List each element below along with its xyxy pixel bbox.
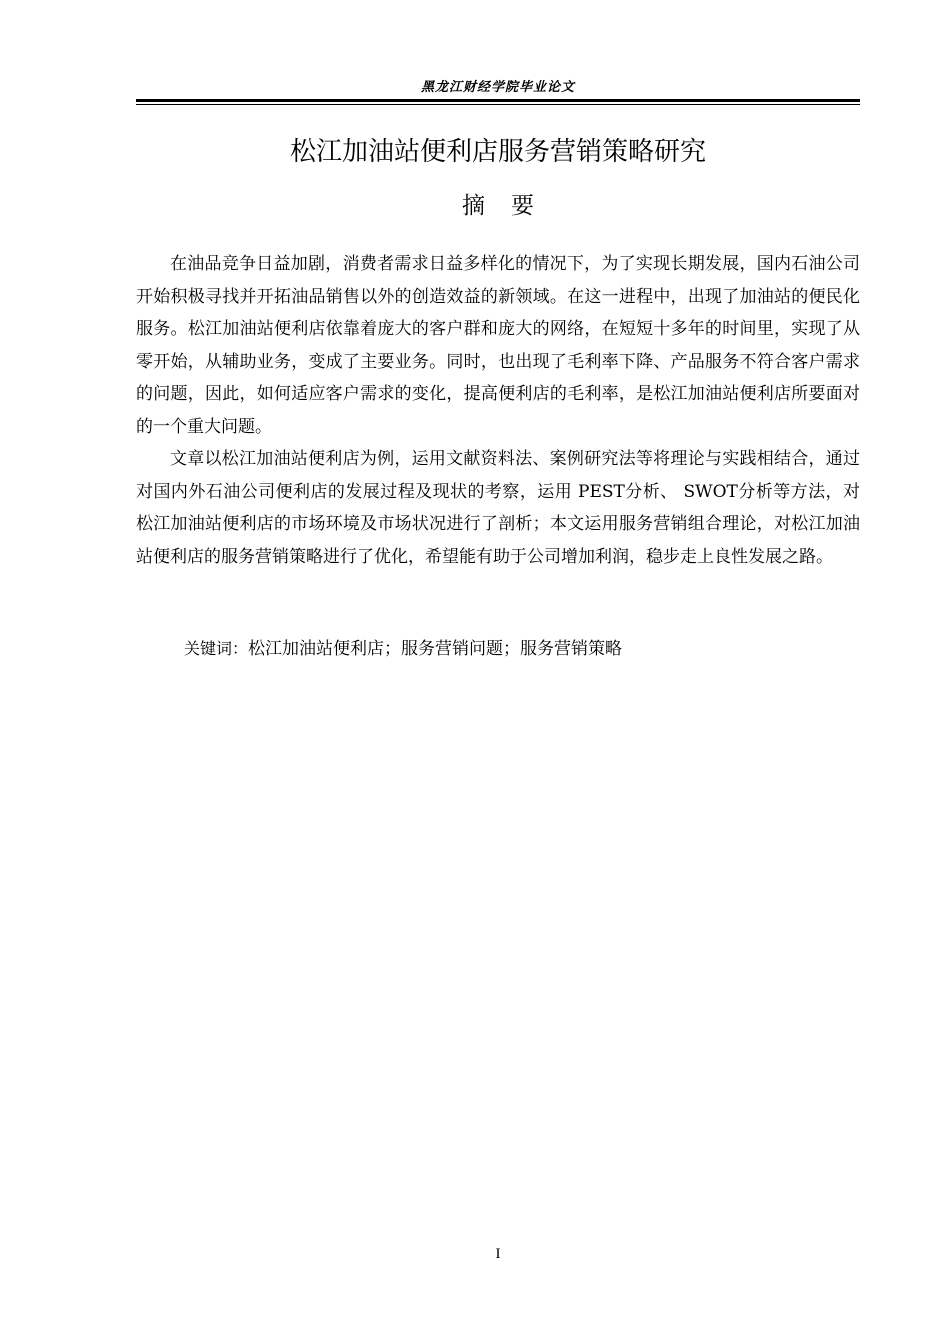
keywords-label: 关键词： — [184, 639, 249, 658]
running-header: 黑龙江财经学院毕业论文 — [420, 80, 575, 95]
page-number: I — [495, 1246, 501, 1262]
abstract-heading: 摘要 — [462, 193, 560, 219]
abstract-body — [136, 248, 860, 573]
abstract-paragraph-1: 在油品竞争日益加剧，消费者需求日益多样化的情况下，为了实现长期发展，国内石油公司开始积极寻找并开拓油品销售以外的创造效益的新领域。在这一进程中，出现了加油站的便民化服务。松江加油站便利店依靠着庞大的客户群和庞大的网络，在短短十多年的时间里，实现了从零开始，从辅助业务，变成了主要业务。同时，也出现了毛利率下降、产品服务不符合客户需求的问题，因此，如何适应客户需求的变化，提高便利店的毛利率，是松江加油站便利店所要面对的一个重大问题。 — [136, 254, 860, 437]
header-rule-thick — [136, 99, 860, 102]
keywords-line — [184, 634, 844, 664]
header-rule-thin — [136, 104, 860, 105]
keywords-text: 松江加油站便利店；服务营销问题；服务营销策略 — [248, 639, 623, 659]
abstract-paragraph-2: 文章以松江加油站便利店为例，运用文献资料法、案例研究法等将理论与实践相结合，通过对国内外石油公司便利店的发展过程及现状的考察，运用 PEST分析、 SWOT分析等方法，对松江加油站便利店的市场环境及市场状况进行了剖析；本文运用服务营销组合理论，对松江加油站便利店的服务营销策略进行了优化，希望能有助于公司增加利润，稳步走上良性发展之路。 — [136, 449, 860, 567]
document-title: 松江加油站便利店服务营销策略研究 — [289, 137, 706, 167]
